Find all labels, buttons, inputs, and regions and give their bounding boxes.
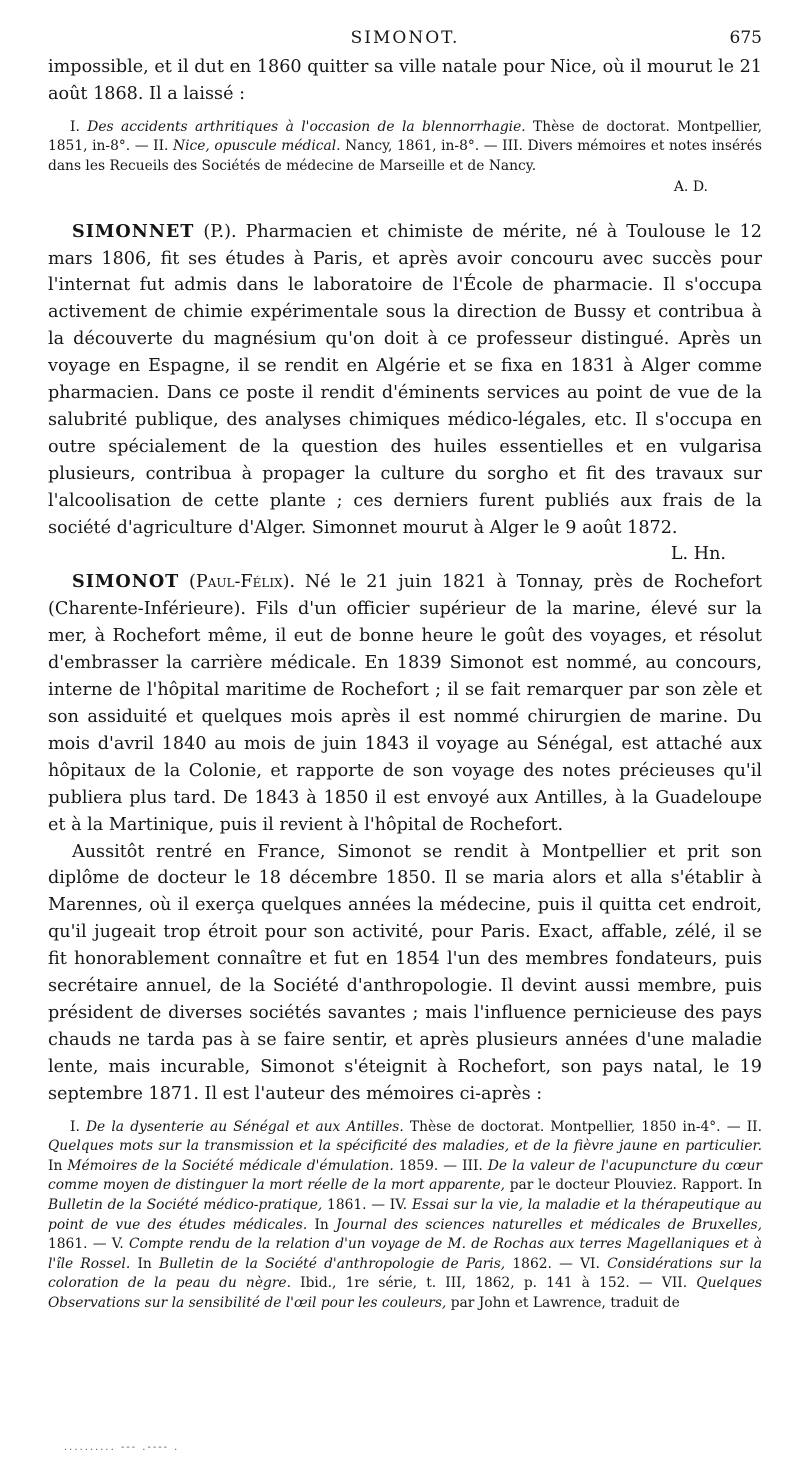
biblio-text: Thèse de doctorat. Montpellier, 1850 in-4°. — II. bbox=[403, 1118, 762, 1135]
biblio-title: Mémoires de la Société médicale d'émulation. bbox=[67, 1157, 394, 1174]
biblio-text: Thèse de doctorat. Montpellier, 1851, in-8°. — II. bbox=[48, 118, 762, 155]
biblio-title: Bulletin de la Société médico-pratique, bbox=[48, 1196, 323, 1213]
signature-simonnet: L. Hn. bbox=[670, 544, 726, 565]
biblio-text: I. bbox=[70, 1118, 86, 1135]
page-number: 675 bbox=[729, 28, 762, 48]
biblio-text: I. bbox=[70, 118, 88, 135]
biblio-text: 1862. — VI. bbox=[505, 1255, 608, 1272]
footer-rule: .......... --- .---- . bbox=[64, 1442, 180, 1453]
entry-simonot-p2: Aussitôt rentré en France, Simonot se rendit à Montpellier et prit son diplôme de docteur le 18 décembre 1850. Il se maria alors et alla s'établir à Marennes, où il exerça quelques années la médecine, puis il quitta cet endroit, qu'il jugeait trop étroit pour son activité, pour Paris. Exact, affable, zélé, il se fit honorablement connaître et fut en 1854 l'un des membres fondateurs, puis secrétaire annuel, de la Société d'anthropologie. Il devint aussi membre, puis président de diverses sociétés savantes ; mais l'influence pernicieuse des pays chauds ne tarda pas à se faire sentir, et après plusieurs années d'une maladie lente, mais incurable, Simonot s'éteignit à Rochefort, son pays natal, le 19 septembre 1871. Il est l'auteur des mémoires ci-après : bbox=[48, 841, 762, 1104]
biblio-text: par John et Lawrence, traduit de bbox=[446, 1294, 680, 1311]
biblio-text: 1859. — III. bbox=[393, 1157, 488, 1174]
biblio-title: De la valeur de l'acupuncture du cœur comme moyen de distinguer la mort réelle de la mort apparente, bbox=[48, 1157, 762, 1194]
text-simonnet: Pharmacien et chimiste de mérite, né à Toulouse le 12 mars 1806, fit ses études à Paris, et après avoir concouru avec succès pour l'internat fut admis dans le laboratoire de l'École de pharmacie. Il s'occupa activement de chimie expérimentale sous la direction de Bussy et contribua à la découverte du magnésium qu'on doit à ce professeur distingué. Après un voyage en Espagne, il se rendit en Algérie et se fixa en 1831 à Alger comme pharmacien. Dans ce poste il rendit d'éminents services au point de vue de la salubrité publique, des analyses chimiques médico-légales, etc. Il s'occupa en outre spécialement de la question des huiles essentielles et en vulgarisa plusieurs, contribua à propager la culture du sorgho et fit des travaux sur l'alcoolisation de cette plante ; ces derniers furent publiés aux frais de la société d'agriculture d'Alger. Simonnet mourut à Alger le 9 août 1872. bbox=[48, 221, 762, 538]
initial-simonnet: (P.). bbox=[203, 221, 237, 242]
biblio-title: Considérations sur la coloration de la peau du nègre. bbox=[48, 1255, 763, 1292]
biblio-text: par le docteur Plouviez. Rapport. In bbox=[505, 1177, 763, 1194]
headword-simonnet: SIMONNET bbox=[72, 220, 195, 242]
continuation-paragraph: impossible, et il dut en 1860 quitter sa ville natale pour Nice, où il mourut le 21 août 1868. Il a laissé : bbox=[48, 57, 762, 104]
signature-entry-0: A. D. bbox=[673, 178, 708, 195]
given-name-simonot: (Paul-Félix). bbox=[189, 572, 296, 593]
biblio-text: In bbox=[130, 1255, 159, 1272]
running-header bbox=[48, 28, 762, 54]
entry-simonnet bbox=[48, 219, 762, 565]
biblio-text: Ibid., 1re série, t. III, 1862, p. 141 à 152. — VII. bbox=[290, 1275, 697, 1292]
bibliography-simonot bbox=[48, 1118, 762, 1314]
biblio-title: Nice, opuscule médical. bbox=[173, 138, 341, 155]
biblio-title: Essai sur la vie, la maladie et la thérapeutique au point de vue des études médicales. bbox=[48, 1196, 763, 1233]
biblio-text: Nancy, 1861, in-8°. — III. Divers mémoires et notes insérés dans les Recueils des Sociétés de médecine de Marseille et de Nancy. bbox=[48, 138, 762, 174]
biblio-title: Des accidents arthritiques à l'occasion de la blennorrhagie. bbox=[87, 118, 526, 135]
bibliography-entry-0 bbox=[48, 118, 762, 177]
biblio-title: Journal des sciences naturelles et médicales de Bruxelles, bbox=[336, 1216, 762, 1233]
biblio-title: Quelques Observations sur la sensibilité de l'œil pour les couleurs, bbox=[48, 1275, 763, 1311]
biblio-title: De la dysenterie au Sénégal et aux Antilles. bbox=[86, 1118, 404, 1135]
biblio-title: Compte rendu de la relation d'un voyage de M. de Rochas aux terres Magellaniques et à l'île Rossel. bbox=[48, 1236, 762, 1272]
biblio-text: 1861. — IV. bbox=[322, 1196, 412, 1213]
running-head-title: SIMONOT. bbox=[350, 28, 460, 48]
biblio-text: 1861. — V. bbox=[48, 1236, 129, 1253]
biblio-text: In bbox=[307, 1216, 337, 1233]
text-simonot-p1: Né le 21 juin 1821 à Tonnay, près de Rochefort (Charente-Inférieure). Fils d'un officier supérieur de la marine, élevé sur la mer, à Rochefort même, il eut de bonne heure le goût des voyages, et résolut d'embrasser la carrière médicale. En 1839 Simonot est nommé, au concours, interne de l'hôpital maritime de Rochefort ; il se fait remarquer par son zèle et son assiduité et quelques mois après il est nommé chirurgien de marine. Du mois d'avril 1840 au mois de juin 1843 il voyage au Sénégal, est attaché aux hôpitaux de la Colonie, et rapporte de son voyage des notes précieuses qu'il publiera plus tard. De 1843 à 1850 il est envoyé aux Antilles, à la Guadeloupe et à la Martinique, puis il revient à l'hôpital de Rochefort. bbox=[48, 572, 763, 835]
headword-simonot: SIMONOT bbox=[72, 571, 180, 593]
entry-simonot-p1 bbox=[48, 569, 762, 838]
biblio-title: Quelques mots sur la transmission et la spécificité des maladies, et de la fièvre jaune en particulier. bbox=[48, 1138, 762, 1155]
biblio-text: In bbox=[48, 1157, 68, 1174]
biblio-title: Bulletin de la Société d'anthropologie de Paris, bbox=[158, 1255, 506, 1272]
